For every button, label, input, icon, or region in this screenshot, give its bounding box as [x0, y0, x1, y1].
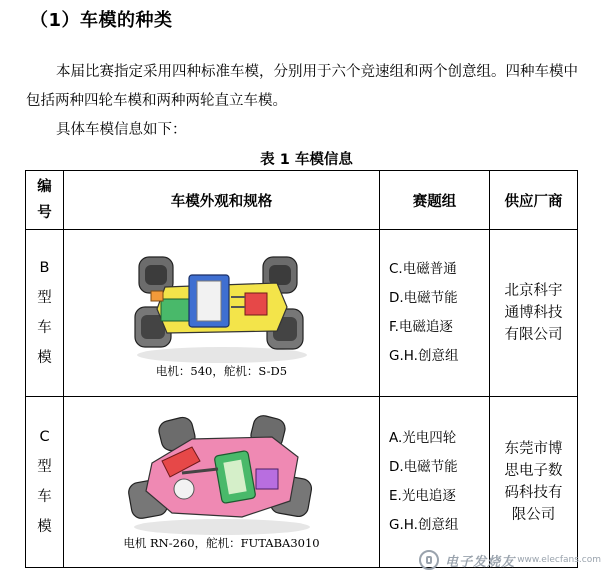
section-heading: （1）车模的种类	[30, 10, 173, 31]
groups-cell	[380, 397, 490, 568]
row-id: B型车模	[26, 230, 64, 397]
intro-paragraph: 本届比赛指定采用四种标准车模，分别用于六个竞速组和两个创意组。四种车模中包括两种四轮车模和两种两轮直立车模。	[26, 64, 578, 109]
group-item: G.H.创意组	[389, 517, 459, 533]
table-row	[26, 230, 578, 397]
header-id: 编号	[26, 171, 64, 230]
group-item: C.电磁普通	[389, 261, 457, 277]
car-appearance-cell	[64, 230, 380, 397]
car-spec: 电机：540，舵机：S-D5	[155, 364, 288, 378]
car-spec: 电机 RN-260，舵机：FUTABA3010	[123, 536, 320, 550]
vendor-cell: 北京科宇通博科技有限公司	[490, 230, 578, 397]
group-item: E.光电追逐	[389, 488, 456, 504]
group-item: F.电磁追逐	[389, 319, 453, 335]
row-id: C型车模	[26, 397, 64, 568]
car-b-image	[127, 247, 317, 365]
info-lead-paragraph: 具体车模信息如下：	[56, 122, 187, 138]
table-header-row	[26, 171, 578, 230]
car-c-image	[122, 413, 322, 537]
car-model-table	[25, 170, 578, 568]
group-item: A.光电四轮	[389, 430, 457, 446]
header-vendor: 供应厂商	[490, 171, 578, 230]
header-appearance: 车模外观和规格	[64, 171, 380, 230]
watermark-text: 电子发烧友	[445, 554, 516, 570]
header-groups: 赛题组	[380, 171, 490, 230]
group-item: G.H.创意组	[389, 348, 459, 364]
table-row	[26, 397, 578, 568]
watermark	[419, 550, 601, 570]
watermark-url: www.elecfans.com	[517, 555, 601, 565]
group-item: D.电磁节能	[389, 459, 458, 475]
vendor-cell: 东莞市博思电子数码科技有限公司	[490, 397, 578, 568]
car-appearance-cell	[64, 397, 380, 568]
table-caption: 表 1 车模信息	[260, 152, 353, 168]
group-item: D.电磁节能	[389, 290, 458, 306]
elecfans-logo-icon	[419, 550, 439, 570]
groups-cell	[380, 230, 490, 397]
